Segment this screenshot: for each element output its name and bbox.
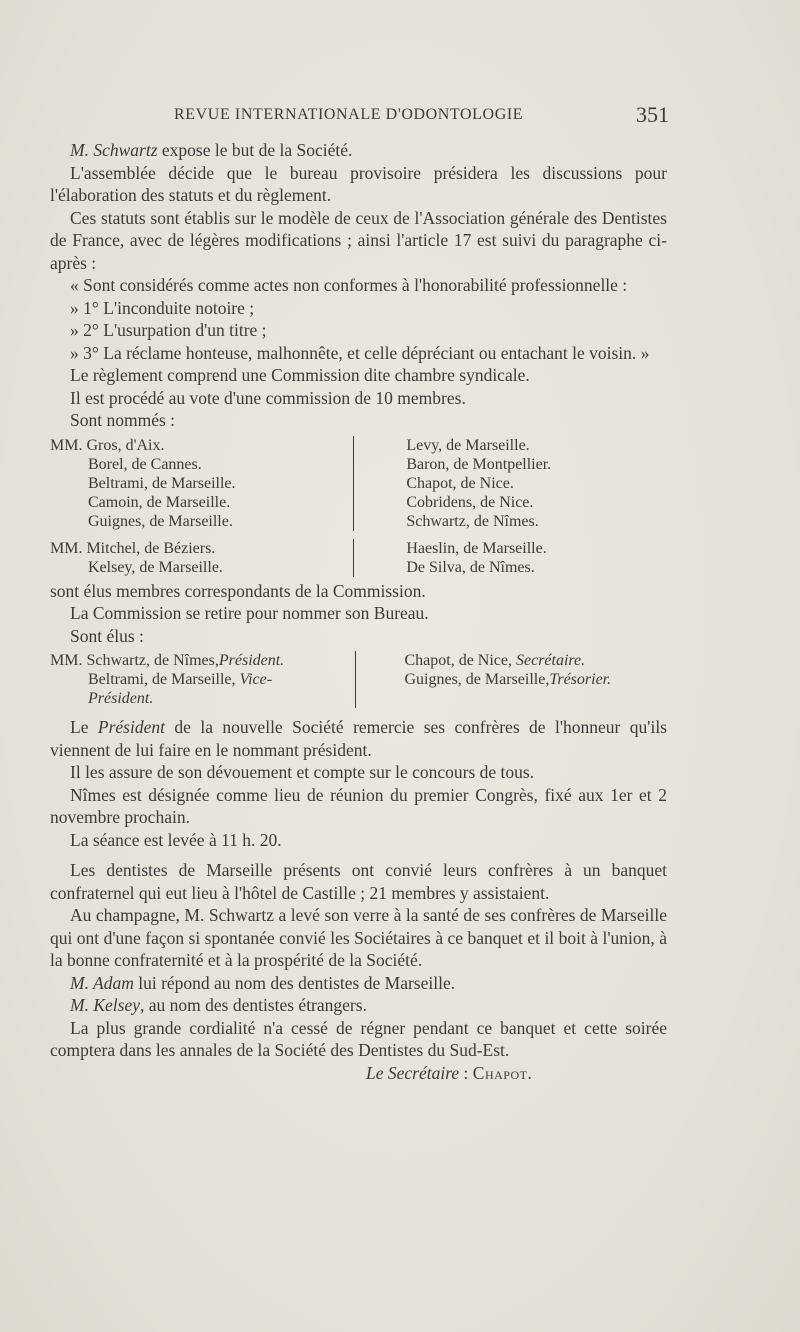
bureau-left-column <box>50 651 355 708</box>
member-name: Kelsey, de Marseille. <box>88 558 223 576</box>
paragraph: La Commission se retire pour nommer son Bureau. <box>70 603 429 623</box>
paragraph: » 1° L'inconduite notoire ; <box>70 297 255 318</box>
member-role: Trésorier. <box>549 671 612 688</box>
paragraph: » 3° La réclame honteuse, malhonnête, et celle dépréciant ou entachant le voisin. » <box>70 342 650 363</box>
member-name: Schwartz, de Nîmes. <box>406 512 539 530</box>
bureau-member <box>50 670 347 689</box>
member-name: Levy, de Marseille. <box>406 436 530 454</box>
member-role: Président. <box>218 652 285 669</box>
paragraph: Il est procédé au vote d'une commission de 10 membres. <box>70 387 466 408</box>
bureau-right-column <box>355 651 667 708</box>
member-role: Vice- <box>239 671 273 688</box>
paragraph <box>50 972 667 995</box>
bureau-member <box>404 651 659 670</box>
paragraph <box>50 994 667 1017</box>
role-title: Président <box>97 717 165 737</box>
member-name: Guignes, de Marseille. <box>88 512 233 530</box>
members-list <box>50 436 667 531</box>
paragraph: Le règlement comprend une Commission dite chambre syndicale. <box>70 365 530 385</box>
running-title: REVUE INTERNATIONALE D'ODONTOLOGIE <box>174 106 524 123</box>
running-header <box>174 102 669 132</box>
speaker-name: M. Adam <box>70 972 134 993</box>
member-name: Chapot, de Nice, <box>404 652 512 669</box>
member-name: MM. Mitchel, de Béziers. <box>50 539 216 557</box>
member-name: De Silva, de Nîmes. <box>406 558 535 576</box>
member-name: Cobridens, de Nice. <box>406 493 534 511</box>
signature <box>50 1062 667 1085</box>
paragraph: Ces statuts sont établis sur le modèle de ceux de l'Association générale des Dentistes de France, avec de légères modifications ; ainsi l'article 17 est suivi du paragraphe ci-après : <box>50 207 667 273</box>
member-name: Borel, de Cannes. <box>88 455 202 473</box>
member-name: Guignes, de Marseille, <box>404 671 550 688</box>
page-number: 351 <box>636 102 669 127</box>
paragraph: « Sont considérés comme actes non conformes à l'honorabilité professionnelle : <box>70 275 628 295</box>
speaker-name: M. Kelsey <box>70 995 140 1015</box>
members-left-column <box>50 436 353 531</box>
paragraph: Nîmes est désignée comme lieu de réunion du premier Congrès, fixé aux 1er et 2 novembre prochain. <box>50 784 667 827</box>
member-name: MM. Gros, d'Aix. <box>50 436 165 454</box>
member-name: Chapot, de Nice. <box>406 474 514 492</box>
bureau-member <box>50 651 347 670</box>
correspondents-list <box>50 539 667 577</box>
member-name: MM. Schwartz, de Nîmes, <box>50 652 219 669</box>
correspondents-right-column <box>353 539 667 577</box>
paragraph: Sont élus : <box>70 625 144 646</box>
member-name: Beltrami, de Marseille, <box>88 671 236 688</box>
member-role: Secrétaire. <box>516 652 586 669</box>
paragraph: Il les assure de son dévouement et compte sur le concours de tous. <box>70 762 535 782</box>
paragraph-text: Le <box>70 717 98 737</box>
paragraph: » 2° L'usurpation d'un titre ; <box>70 320 267 340</box>
paragraph <box>50 139 667 162</box>
paragraph-text: , au nom des dentistes étrangers. <box>139 995 367 1015</box>
signature-name: Chapot. <box>472 1062 533 1083</box>
body-text <box>50 139 667 1084</box>
bureau-member <box>404 670 659 689</box>
member-name: Camoin, de Marseille. <box>88 493 231 511</box>
signature-role: Le Secrétaire <box>366 1062 460 1083</box>
paragraph: Au champagne, M. Schwartz a levé son verre à la santé de ses confrères de Marseille qui ont d'une façon si spontanée convié les Sociétaires à ce banquet et il boit à l'union, à la bonne confraternité et à la prospérité de la Société. <box>50 905 667 970</box>
paragraph-text: de la nouvelle Société remercie ses confrères de l'honneur qu'ils viennent de lui faire en le nommant président. <box>50 717 667 760</box>
correspondents-left-column <box>50 539 353 577</box>
members-right-column <box>353 436 667 531</box>
paragraph: Les dentistes de Marseille présents ont convié leurs confrères à un banquet confraternel qui eut lieu à l'hôtel de Castille ; 21 membres y assistaient. <box>50 860 667 903</box>
speaker-name: M. Schwartz <box>70 140 158 160</box>
paragraph: Sont nommés : <box>70 410 176 430</box>
paragraph <box>50 716 667 761</box>
bureau-member <box>50 689 347 708</box>
paragraph: La plus grande cordialité n'a cessé de régner pendant ce banquet et cette soirée comptera dans les annales de la Société des Dentistes du Sud-Est. <box>50 1017 667 1060</box>
member-role: Président. <box>88 690 154 707</box>
paragraph: La séance est levée à 11 h. 20. <box>70 829 282 850</box>
bureau-list <box>50 651 667 708</box>
member-name: Beltrami, de Marseille. <box>88 474 236 492</box>
member-name: Baron, de Montpellier. <box>406 455 552 473</box>
signature-separator: : <box>459 1062 473 1083</box>
member-name: Haeslin, de Marseille. <box>406 539 547 557</box>
paragraph-text: expose le but de la Société. <box>157 140 353 160</box>
paragraph: L'assemblée décide que le bureau provisoire présidera les discussions pour l'élaboration des statuts et du règlement. <box>50 162 667 205</box>
paragraph-text: lui répond au nom des dentistes de Marseille. <box>133 972 456 993</box>
paragraph: sont élus membres correspondants de la Commission. <box>50 580 426 601</box>
